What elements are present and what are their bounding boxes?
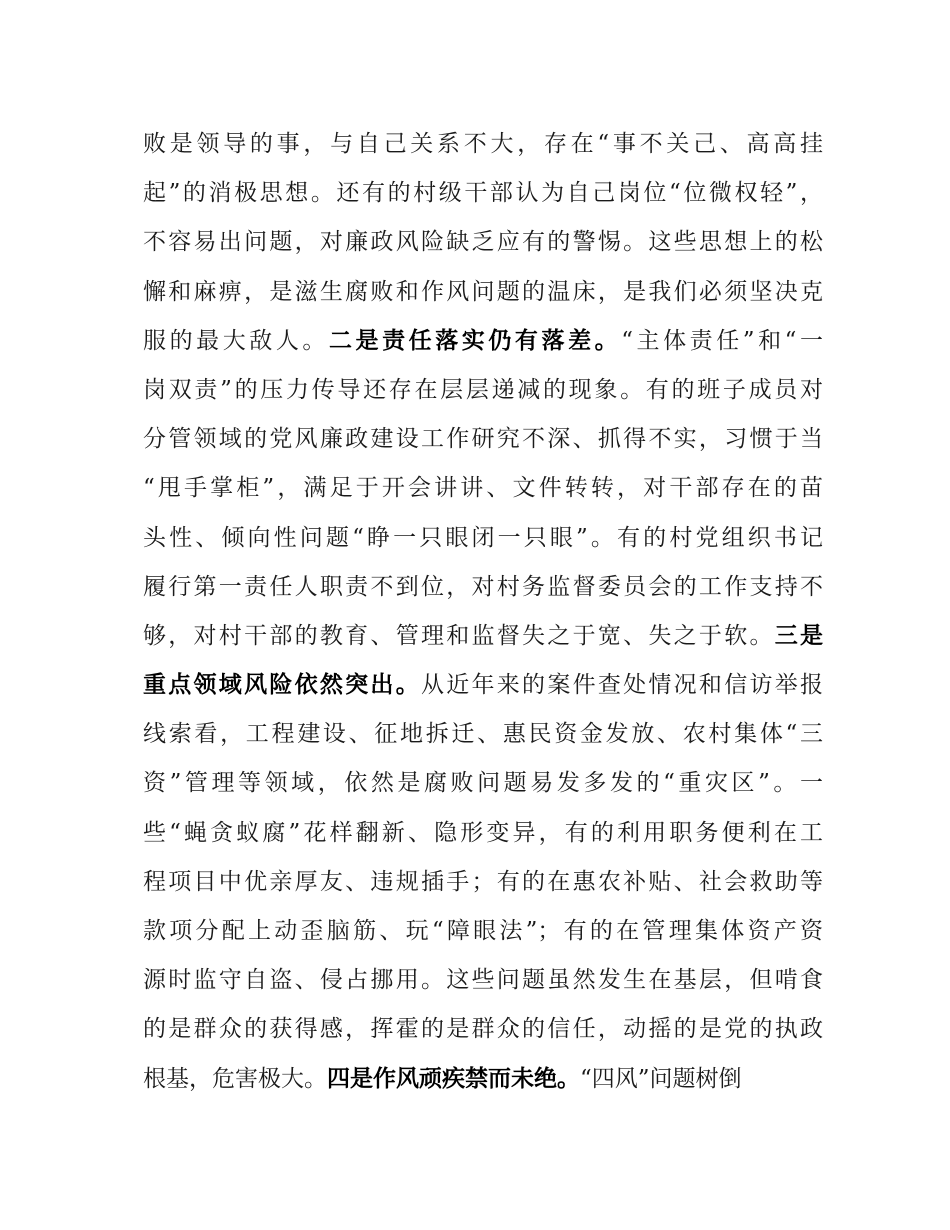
body-text-segment: 岗双责”的压力传导还存在层层递减的现象。有的班子成员对 [143, 376, 823, 403]
text-line [143, 120, 823, 169]
text-line [143, 415, 823, 464]
body-text-segment: 败是领导的事，与自己关系不大，存在“事不关己、高高挂 [143, 131, 823, 157]
text-line [143, 858, 823, 907]
body-text-segment: 头性、倾向性问题“睁一只眼闭一只眼”。有的村党组织书记 [143, 524, 823, 551]
text-line [143, 268, 823, 317]
body-text-segment: 根基，危害极大。 [143, 1065, 327, 1092]
body-text-segment: “主体责任”和“一 [621, 327, 824, 354]
text-line [143, 218, 823, 267]
text-line [143, 317, 823, 366]
text-line [143, 563, 823, 612]
body-text-segment: 的是群众的获得感，挥霍的是群众的信任，动摇的是党的执政 [143, 1016, 823, 1043]
text-line [143, 759, 823, 808]
body-text-segment: 不容易出问题，对廉政风险缺乏应有的警惕。这些思想上的松 [143, 229, 823, 256]
text-line [143, 464, 823, 513]
bold-heading-text: 四是作风顽疾禁而未绝。 [327, 1065, 580, 1092]
body-text-segment: 起”的消极思想。还有的村级干部认为自己岗位“位微权轻”， [143, 180, 823, 207]
body-text-segment: 懈和麻痹，是滋生腐败和作风问题的温床，是我们必须坚决克 [143, 278, 823, 305]
body-text-segment: “甩手掌柜”，满足于开会讲讲、文件转转，对干部存在的苗 [143, 475, 823, 502]
body-text-segment: 些“蝇贪蚁腐”花样翻新、隐形变异，有的利用职务便利在工 [143, 819, 823, 846]
body-text [143, 120, 823, 1104]
body-text-segment: 从近年来的案件查处情况和信访举报 [420, 672, 824, 699]
text-line [143, 514, 823, 563]
text-line [143, 710, 823, 759]
body-text-segment: 程项目中优亲厚友、违规插手；有的在惠农补贴、社会救助等 [143, 868, 823, 895]
text-line [143, 907, 823, 956]
body-text-segment: “四风”问题树倒 [580, 1065, 742, 1092]
bold-heading-text: 三是 [774, 622, 824, 649]
bold-heading-text: 重点领域风险依然突出。 [143, 672, 421, 699]
text-line [143, 661, 823, 710]
text-line [143, 169, 823, 218]
body-text-segment: 服的最大敌人。 [143, 327, 329, 354]
body-text-segment: 资”管理等领域，依然是腐败问题易发多发的“重灾区”。一 [143, 770, 823, 797]
text-line [143, 956, 823, 1005]
bold-heading-text: 二是责任落实仍有落差。 [328, 327, 622, 354]
body-text-segment: 分管领域的党风廉政建设工作研究不深、抓得不实，习惯于当 [143, 426, 823, 453]
text-line [143, 612, 823, 661]
text-line [143, 1005, 823, 1054]
text-line [143, 809, 823, 858]
text-line [143, 1055, 823, 1104]
body-text-segment: 源时监守自盗、侵占挪用。这些问题虽然发生在基层，但啃食 [143, 967, 823, 994]
body-text-segment: 履行第一责任人职责不到位，对村务监督委员会的工作支持不 [143, 573, 823, 600]
body-text-segment: 线索看，工程建设、征地拆迁、惠民资金发放、农村集体“三 [143, 721, 823, 748]
body-text-segment: 够，对村干部的教育、管理和监督失之于宽、失之于软。 [143, 622, 775, 649]
text-line [143, 366, 823, 415]
body-text-segment: 款项分配上动歪脑筋、玩“障眼法”；有的在管理集体资产资 [143, 918, 823, 944]
